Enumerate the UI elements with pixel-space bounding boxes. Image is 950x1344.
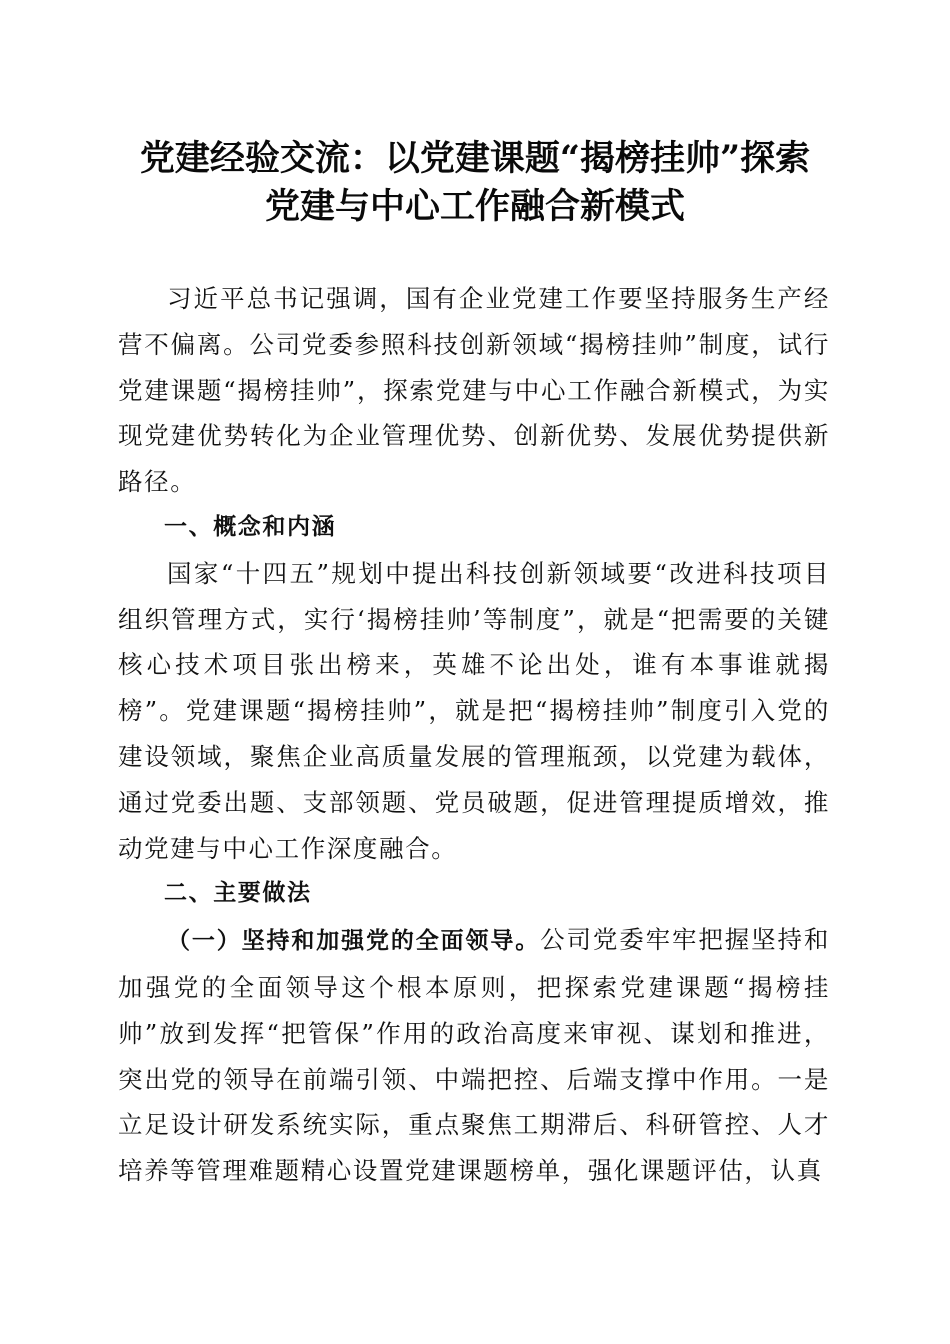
section-2-item-1-paragraph — [118, 917, 830, 1194]
document-title-line-1: 党建经验交流：以党建课题“揭榜挂帅”探索 — [139, 138, 811, 179]
section-2-heading: 二、主要做法 — [164, 880, 312, 907]
section-1-heading: 一、概念和内涵 — [164, 513, 337, 540]
document-title-line-2: 党建与中心工作融合新模式 — [264, 186, 685, 227]
document-body — [118, 276, 830, 1194]
intro-paragraph: 习近平总书记强调，国有企业党建工作要坚持服务生产经营不偏离。公司党委参照科技创新领域“揭榜挂帅”制度，试行党建课题“揭榜挂帅”，探索党建与中心工作融合新模式，为实现党建优势转化为企业管理优势、创新优势、发展优势提供新路径。 — [118, 284, 830, 497]
section-2-item-1-lead: （一）坚持和加强党的全面领导。 — [167, 928, 541, 955]
section-2-item-1-body: 公司党委牢牢把握坚持和加强党的全面领导这个根本原则，把探索党建课题“揭榜挂帅”放到发挥“把管保”作用的政治高度来审视、谋划和推进，突出党的领导在前端引领、中端把控、后端支撑中作用。一是立足设计研发系统实际，重点聚焦工期滞后、科研管控、人才培养等管理难题精心设置党建课题榜单，强化课题评估，认真 — [118, 925, 830, 1186]
section-1-paragraph: 国家“十四五”规划中提出科技创新领域要“改进科技项目组织管理方式，实行‘揭榜挂帅’等制度”，就是“把需要的关键核心技术项目张出榜来，英雄不论出处，谁有本事谁就揭榜”。党建课题“揭榜挂帅”，就是把“揭榜挂帅”制度引入党的建设领域，聚焦企业高质量发展的管理瓶颈，以党建为载体，通过党委出题、支部领题、党员破题，促进管理提质增效，推动党建与中心工作深度融合。 — [118, 558, 830, 863]
